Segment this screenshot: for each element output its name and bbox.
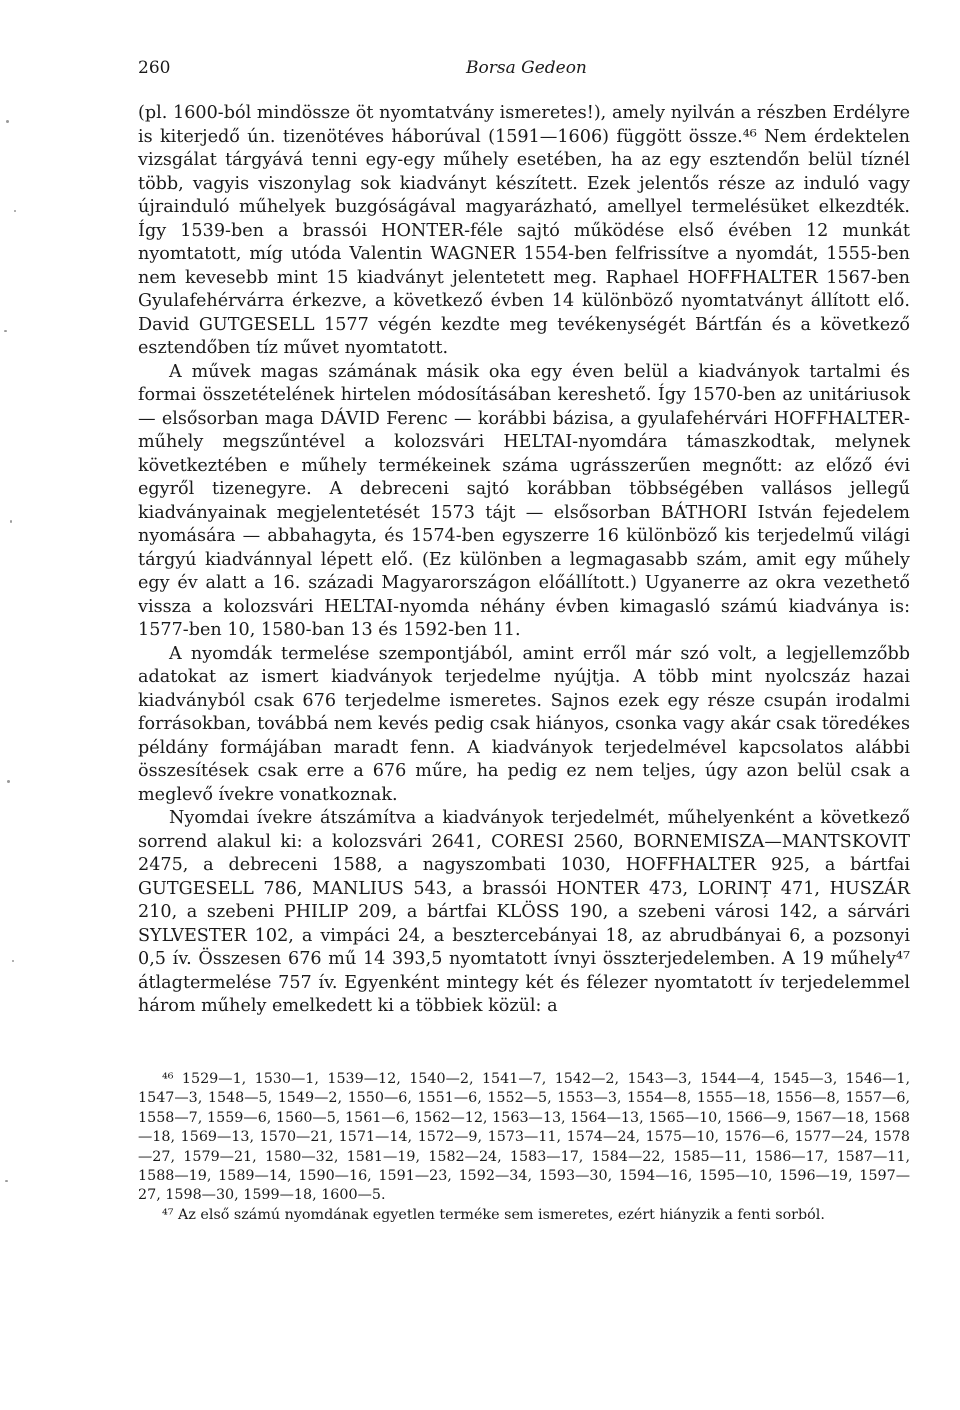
footnote-47: ⁴⁷ Az első számú nyomdának egyetlen terméke sem ismeretes, ezért hiányzik a fenti sorból. [162, 1206, 825, 1223]
scan-speck [10, 520, 12, 523]
scan-speck [12, 960, 14, 962]
scan-speck [6, 120, 9, 123]
footnotes [138, 1070, 910, 1225]
page-header [138, 58, 910, 84]
paragraph: A nyomdák termelése szempontjából, amint erről már szó volt, a legjellemzőbb adatokat az ismert kiadványok terjedelme nyújtja. A több mint nyolcszáz hazai kiadványból csak 676 terjedelme ismeretes. Sajnos ezek egy része csupán irodalmi forrásokban, továbbá nem kevés pedig csak hiányos, csonka vagy akár csak töredékes példány formájában maradt fenn. A kiadványok terjedelmével kapcsolatos alábbi összesítések csak erre a 676 műre, ha pedig ez nem teljes, úgy azon belül csak a meglevő ívekre vonatkoznak. [138, 643, 910, 805]
paragraph: (pl. 1600-ból mindössze öt nyomtatvány ismeretes!), amely nyilván a részben Erdélyre is kiterjedő ún. tizenötéves háborúval (1591—1606) függött össze.⁴⁶ Nem érdektelen vizsgálat tárgyává tenni egy-egy műhely esetében, ha az egy esztendőn belül tíznél több, vagyis viszonylag sok kiadványt készített. Ezek jelentős része az induló vagy újrainduló műhelyek buzgóságával magyarázható, amellyel termelésüket elkezdték. Így 1539-ben a brassói HONTER-féle sajtó működése első évében 12 munkát nyomtatott, míg utóda Valentin WAGNER 1554-ben felfrissítve a nyomdát, 1555-ben nem kevesebb mint 15 kiadványt jelentetett meg. Raphael HOFFHALTER 1567-ben Gyulafehérvárra érkezve, a következő évben 14 különböző nyomtatványt állított elő. David GUTGESELL 1577 végén kezdte meg tevékenységét Bártfán és a következő esztendőben tíz művet nyomtatott. [138, 103, 910, 358]
paragraph: Nyomdai ívekre átszámítva a kiadványok terjedelmét, műhelyenként a következő sorrend alakul ki: a kolozsvári 2641, CORESI 2560, BORNEMISZA—MANTSKOVIT 2475, a debreceni 1588, a nagyszombati 1030, HOFFHALTER 925, a bártfai GUTGESELL 786, MANLIUS 543, a brassói HONTER 473, LORINȚ 471, HUSZÁR 210, a szebeni PHILIP 209, a bártfai KLÖSS 190, a szebeni városi 142, a sárvári SYLVESTER 102, a vimpáci 24, a besztercebányai 18, az abrudbányai 6, a pozsonyi 0,5 ív. Összesen 676 mű 14 393,5 nyomtatott ívnyi összterjedelemben. A 19 műhely⁴⁷ átlagtermelése 757 ív. Egyenként mintegy két és félezer nyomtatott ív terjedelemmel három műhely emelkedett ki a többiek közül: a [138, 808, 910, 1016]
paragraph: A művek magas számának másik oka egy éven belül a kiadványok tartalmi és formai összetételének hirtelen módosításában kereshető. Így 1570-ben az unitáriusok — elsősorban maga DÁVID Ferenc — korábbi bázisa, a gyulafehérvári HOFFHALTER-műhely megszűntével a kolozsvári HELTAI-nyomdára támaszkodtak, melynek következtében e műhely termékeinek száma ugrásszerűen megnőtt: az előző évi egyről tizenegyre. A debreceni sajtó korábban többségében vallásos jellegű kiadványainak megjelentetését 1573 tájt — elsősorban BÁTHORI István fejedelem nyomására — abbahagyta, és 1574-ben egyszerre 16 különböző kis terjedelmű világi tárgyú kiadvánnyal lépett elő. (Ez különben a legmagasabb szám, amit egy műhely egy év alatt a 16. századi Magyarországon előállított.) Ugyanerre az okra vezethető vissza a kolozsvári HELTAI-nyomda néhány évben kimagasló számú kiadványa is: 1577-ben 10, 1580-ban 13 és 1592-ben 11. [138, 361, 910, 640]
scan-speck [14, 210, 16, 212]
scan-speck [7, 780, 10, 783]
scan-speck [4, 330, 7, 332]
running-head: Borsa Gedeon [466, 58, 587, 78]
body-text [138, 102, 910, 1019]
scan-speck [5, 1180, 8, 1182]
footnote-46: ⁴⁶ 1529—1, 1530—1, 1539—12, 1540—2, 1541—7, 1542—2, 1543—3, 1544—4, 1545—3, 1546—1, 1547—3, 1548—5, 1549—2, 1550—6, 1551—6, 1552—5, 1553—3, 1554—8, 1555—18, 1556—8, 1557—6, 1558—7, 1559—6, 1560—5, 1561—6, 1562—12, 1563—13, 1564—13, 1565—10, 1566—9, 1567—18, 1568—18, 1569—13, 1570—21, 1571—14, 1572—9, 1573—11, 1574—24, 1575—10, 1576—6, 1577—24, 1578—27, 1579—21, 1580—32, 1581—19, 1582—24, 1583—17, 1584—22, 1585—11, 1586—17, 1587—11, 1588—19, 1589—14, 1590—16, 1591—23, 1592—34, 1593—30, 1594—16, 1595—10, 1596—19, 1597—27, 1598—30, 1599—18, 1600—5. [138, 1071, 910, 1204]
page-number: 260 [138, 58, 171, 78]
